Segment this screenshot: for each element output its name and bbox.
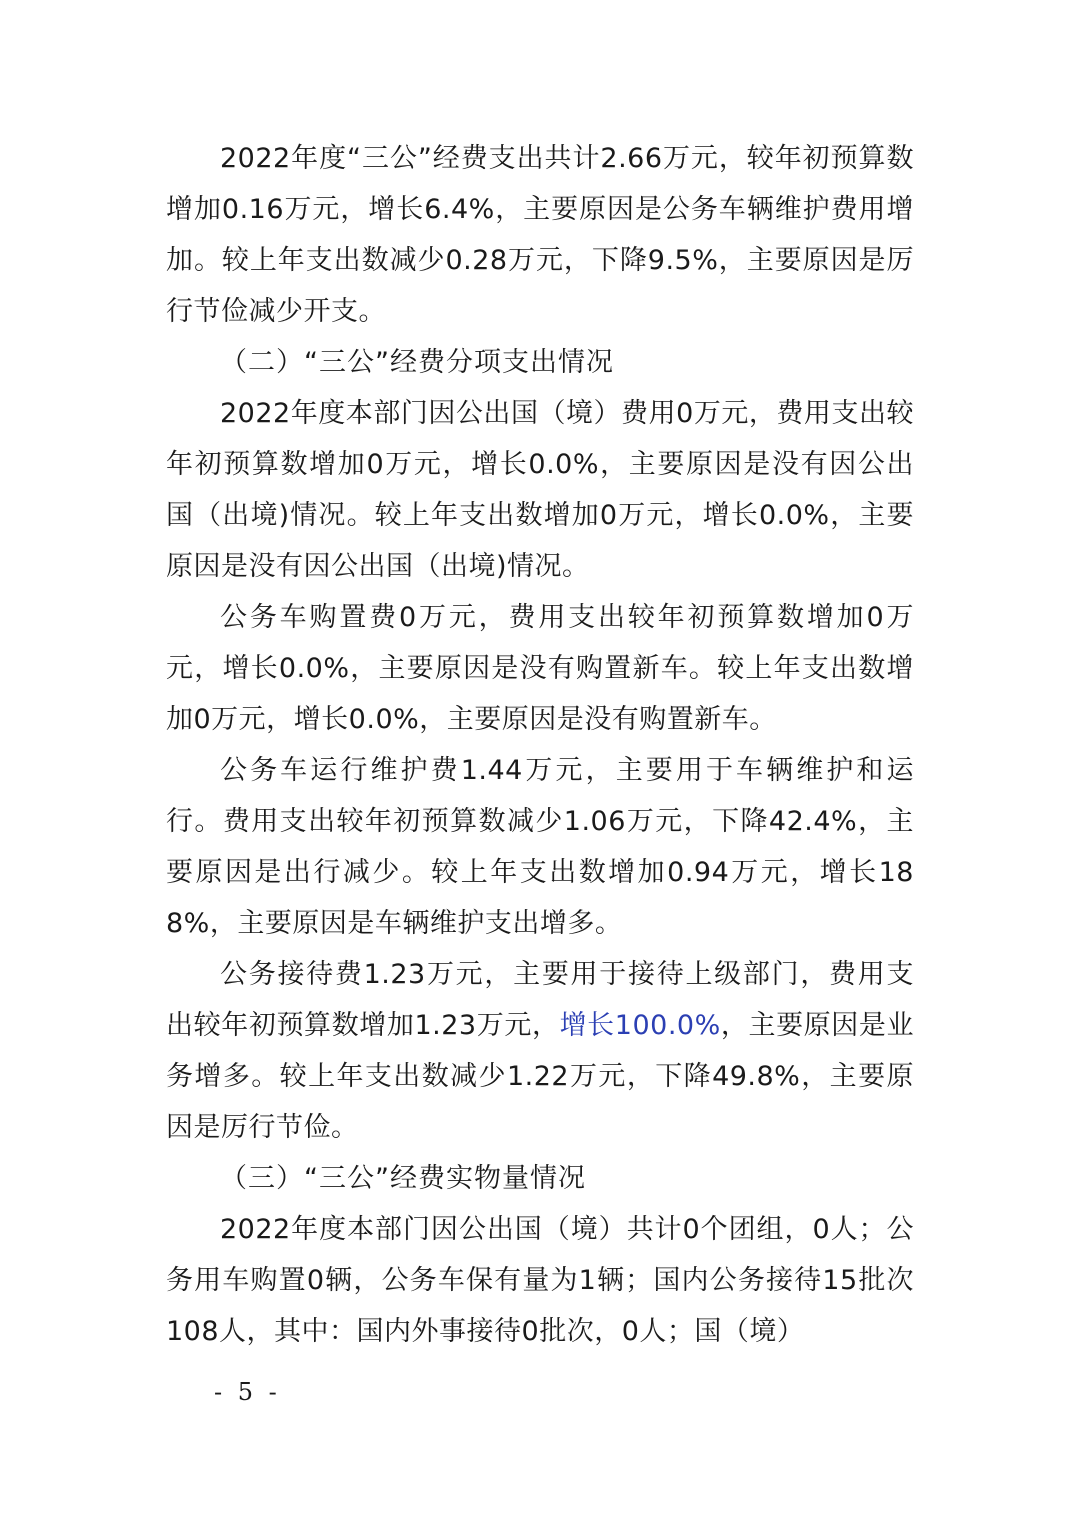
paragraph-physical-quantity: 2022年度本部门因公出国（境）共计0个团组，0人；公务用车购置0辆，公务车保有量为1辆；国内公务接待15批次108人，其中：国内外事接待0批次，0人；国（境） [166,1214,914,1347]
document-body [166,133,914,1357]
reception-highlight-text: 增长100.0% [559,1010,721,1041]
reception-text-before: 公务接待费1.23万元，主要用于接待上级部门，费用支出较年初预算数增加1.23万元， [166,959,914,1041]
paragraph-vehicle-purchase: 公务车购置费0万元，费用支出较年初预算数增加0万元，增长0.0%，主要原因是没有购置新车。较上年支出数增加0万元，增长0.0%，主要原因是没有购置新车。 [166,602,914,735]
paragraph-total-expenditure: 2022年度“三公”经费支出共计2.66万元，较年初预算数增加0.16万元，增长6.4%，主要原因是公务车辆维护费用增加。较上年支出数减少0.28万元，下降9.5%，主要原因是厉行节俭减少开支。 [166,143,914,327]
paragraph-overseas-travel: 2022年度本部门因公出国（境）费用0万元，费用支出较年初预算数增加0万元，增长0.0%，主要原因是没有因公出国（出境)情况。较上年支出数增加0万元，增长0.0%，主要原因是没有因公出国（出境)情况。 [166,398,914,582]
page-number: - 5 - [214,1378,281,1406]
paragraph-official-reception [166,949,914,1153]
section-heading-physical-quantity: （三）“三公”经费实物量情况 [220,1163,586,1194]
section-heading-itemized-expenditure: （二）“三公”经费分项支出情况 [220,347,614,378]
reception-text-after: ，主要原因是业务增多。较上年支出数减少1.22万元，下降49.8%，主要原因是厉行节俭。 [166,1010,915,1143]
paragraph-vehicle-maintenance: 公务车运行维护费1.44万元，主要用于车辆维护和运行。费用支出较年初预算数减少1.06万元，下降42.4%，主要原因是出行减少。较上年支出数增加0.94万元，增长188%，主要原因是车辆维护支出增多。 [166,755,914,939]
